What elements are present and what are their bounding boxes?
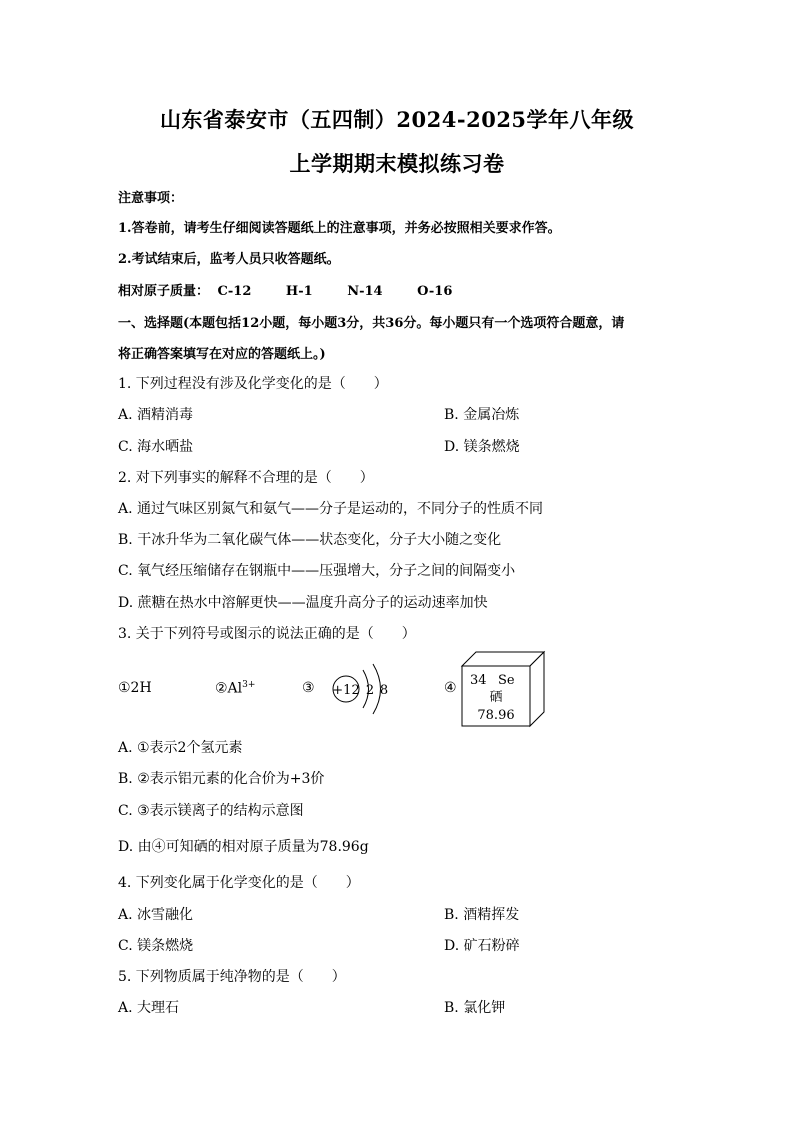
q3-option-d: D. 由④可知硒的相对原子质量为78.96g bbox=[118, 839, 369, 855]
element-atomic-mass: 78.96 bbox=[477, 708, 515, 723]
nucleus-charge: +12 bbox=[332, 683, 360, 698]
q3-option-a: A. ①表示2个氢元素 bbox=[118, 740, 243, 756]
q2-stem: 2. 对下列事实的解释不合理的是（ ） bbox=[118, 470, 374, 486]
q2-option-c: C. 氧气经压缩储存在钢瓶中——压强增大，分子之间的间隔变小 bbox=[118, 563, 516, 579]
q5-option-a: A. 大理石 bbox=[118, 1000, 180, 1016]
element-atomic-number: 34 bbox=[470, 673, 487, 688]
q3-figure-2-charge: 3+ bbox=[242, 680, 256, 690]
notice-heading: 注意事项： bbox=[118, 191, 184, 206]
atomic-masses-label: 相对原子质量： bbox=[118, 284, 210, 299]
electron-shell-2-count: 8 bbox=[379, 683, 389, 698]
section1-intro-line1: 一、选择题(本题包括12小题，每小题3分，共36分。每小题只有一个选项符合题意，请 bbox=[118, 316, 625, 331]
element-symbol: Se bbox=[498, 673, 515, 688]
exam-title-line1: 山东省泰安市（五四制）2024-2025学年八年级 bbox=[159, 107, 635, 132]
q4-stem: 4. 下列变化属于化学变化的是（ ） bbox=[118, 875, 360, 891]
q1-option-a: A. 酒精消毒 bbox=[118, 407, 194, 423]
q3-figure-3-label: ③ bbox=[302, 680, 315, 696]
q2-option-b: B. 干冰升华为二氧化碳气体——状态变化，分子大小随之变化 bbox=[118, 532, 502, 548]
atom-structure-diagram bbox=[328, 660, 398, 718]
q2-option-a: A. 通过气味区别氮气和氨气——分子是运动的，不同分子的性质不同 bbox=[118, 501, 544, 517]
notice-item-2: 2.考试结束后，监考人员只收答题纸。 bbox=[118, 252, 340, 267]
exam-title-line2: 上学期期末模拟练习卷 bbox=[289, 151, 505, 176]
q4-option-d: D. 矿石粉碎 bbox=[444, 938, 520, 954]
q1-option-b: B. 金属冶炼 bbox=[444, 407, 520, 423]
q5-stem: 5. 下列物质属于纯净物的是（ ） bbox=[118, 969, 346, 985]
atomic-mass-item: O-16 bbox=[417, 284, 453, 299]
atomic-mass-item: C-12 bbox=[217, 284, 252, 299]
atomic-masses bbox=[118, 280, 482, 299]
q4-option-b: B. 酒精挥发 bbox=[444, 907, 520, 923]
atomic-mass-item: H-1 bbox=[285, 284, 313, 299]
q3-figure-2-symbol: ②Al bbox=[215, 680, 243, 697]
q3-figure-2 bbox=[215, 680, 255, 697]
element-name: 硒 bbox=[489, 690, 503, 705]
q3-figure-4-label: ④ bbox=[444, 680, 457, 696]
q4-option-a: A. 冰雪融化 bbox=[118, 907, 194, 923]
atomic-mass-item: N-14 bbox=[347, 284, 383, 299]
notice-item-1: 1.答卷前，请考生仔细阅读答题纸上的注意事项，并务必按照相关要求作答。 bbox=[118, 221, 561, 236]
q3-figure-1: ①2H bbox=[118, 680, 152, 696]
q3-stem: 3. 关于下列符号或图示的说法正确的是（ ） bbox=[118, 626, 416, 642]
periodic-element-cube bbox=[460, 650, 550, 730]
electron-shell-1-count: 2 bbox=[365, 683, 375, 698]
q3-option-b: B. ②表示铝元素的化合价为+3价 bbox=[118, 771, 325, 787]
q3-option-c: C. ③表示镁离子的结构示意图 bbox=[118, 803, 304, 819]
q1-option-d: D. 镁条燃烧 bbox=[444, 439, 520, 455]
section1-intro-line2: 将正确答案填写在对应的答题纸上。) bbox=[118, 347, 326, 362]
q5-option-b: B. 氯化钾 bbox=[444, 1000, 506, 1016]
q1-stem: 1. 下列过程没有涉及化学变化的是（ ） bbox=[118, 376, 388, 392]
q2-option-d: D. 蔗糖在热水中溶解更快——温度升高分子的运动速率加快 bbox=[118, 595, 488, 611]
q1-option-c: C. 海水晒盐 bbox=[118, 439, 194, 455]
q4-option-c: C. 镁条燃烧 bbox=[118, 938, 194, 954]
